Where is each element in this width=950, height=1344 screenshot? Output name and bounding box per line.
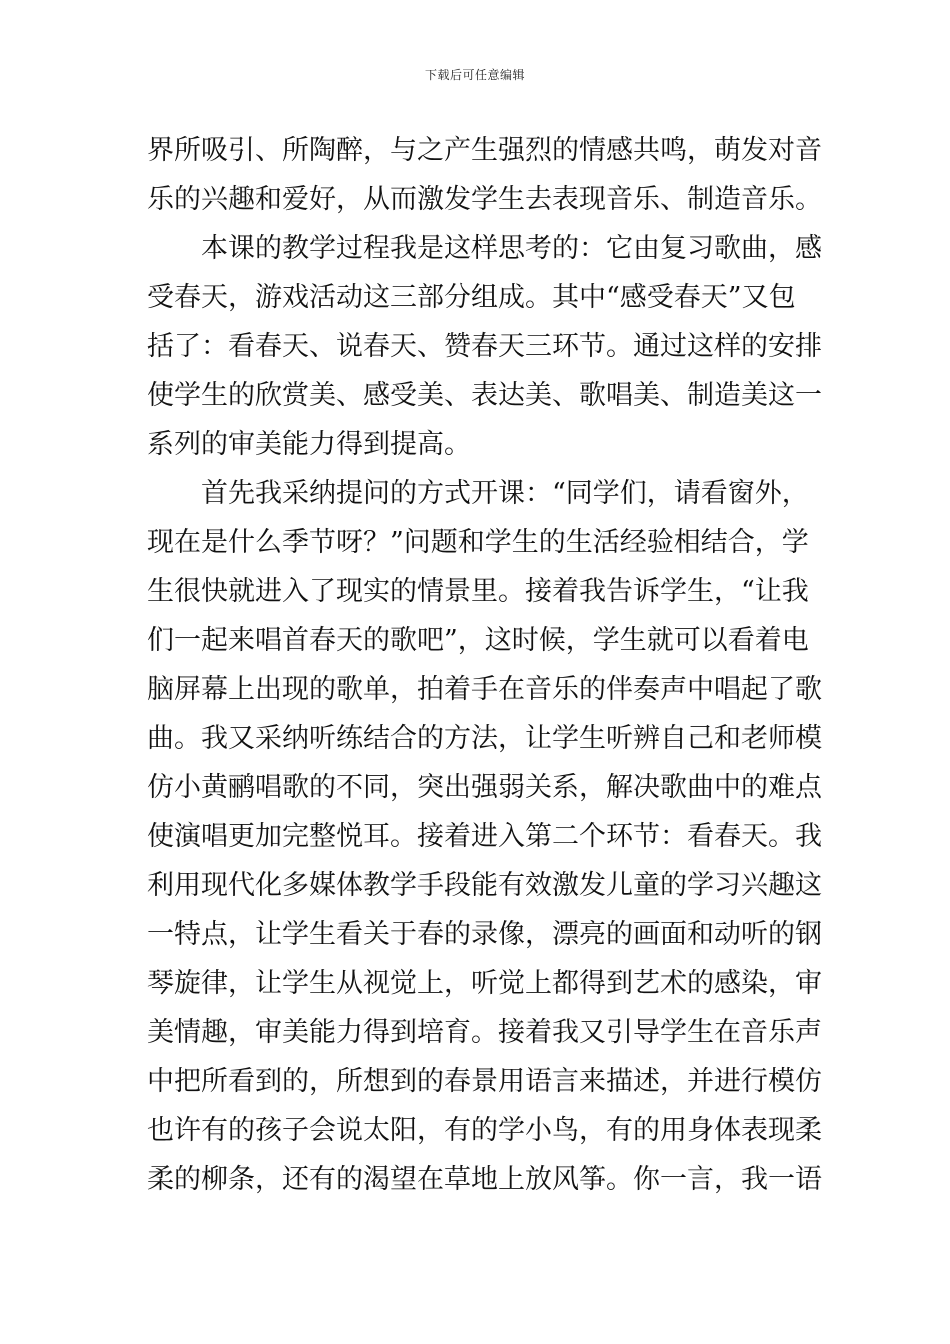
text-line: 美情趣，审美能力得到培育。接着我又引导学生在音乐声 — [147, 1017, 822, 1048]
text-line: 使演唱更加完整悦耳。接着进入第二个环节：看春天。我 — [147, 821, 822, 852]
text-line: 一特点，让学生看关于春的录像，漂亮的画面和动听的钢 — [147, 919, 822, 950]
text-line: 系列的审美能力得到提高。 — [147, 429, 471, 460]
text-line: 现在是什么季节呀？”问题和学生的生活经验相结合，学 — [147, 527, 809, 558]
text-line: 脑屏幕上出现的歌单，拍着手在音乐的伴奏声中唱起了歌 — [147, 674, 822, 705]
text-line: 本课的教学过程我是这样思考的：它由复习歌曲，感 — [147, 233, 822, 264]
text-line: 曲。我又采纳听练结合的方法，让学生听辨自己和老师模 — [147, 723, 822, 754]
text-line: 柔的柳条，还有的渴望在草地上放风筝。你一言，我一语 — [147, 1164, 822, 1195]
text-line: 仿小黄鹂唱歌的不同，突出强弱关系，解决歌曲中的难点 — [147, 772, 822, 803]
text-line: 中把所看到的，所想到的春景用语言来描述，并进行模仿 — [147, 1066, 822, 1097]
text-line: 使学生的欣赏美、感受美、表达美、歌唱美、制造美这一 — [147, 380, 822, 411]
page-header: 下载后可任意编辑 — [424, 68, 525, 82]
text-line: 界所吸引、所陶醉，与之产生强烈的情感共鸣，萌发对音 — [147, 135, 822, 166]
text-line: 琴旋律，让学生从视觉上，听觉上都得到艺术的感染，审 — [147, 968, 822, 999]
document-body — [147, 126, 822, 1204]
text-line: 们一起来唱首春天的歌吧”，这时候，学生就可以看着电 — [147, 625, 809, 656]
text-line: 括了：看春天、说春天、赞春天三环节。通过这样的安排 — [147, 331, 822, 362]
text-line: 首先我采纳提问的方式开课：“同学们，请看窗外， — [147, 478, 809, 509]
text-line: 生很快就进入了现实的情景里。接着我告诉学生，“让我 — [147, 576, 809, 607]
text-line: 乐的兴趣和爱好，从而激发学生去表现音乐、制造音乐。 — [147, 184, 822, 215]
text-line: 受春天，游戏活动这三部分组成。其中“感受春天”又包 — [147, 282, 796, 313]
text-line: 利用现代化多媒体教学手段能有效激发儿童的学习兴趣这 — [147, 870, 822, 901]
text-line: 也许有的孩子会说太阳，有的学小鸟，有的用身体表现柔 — [147, 1115, 822, 1146]
